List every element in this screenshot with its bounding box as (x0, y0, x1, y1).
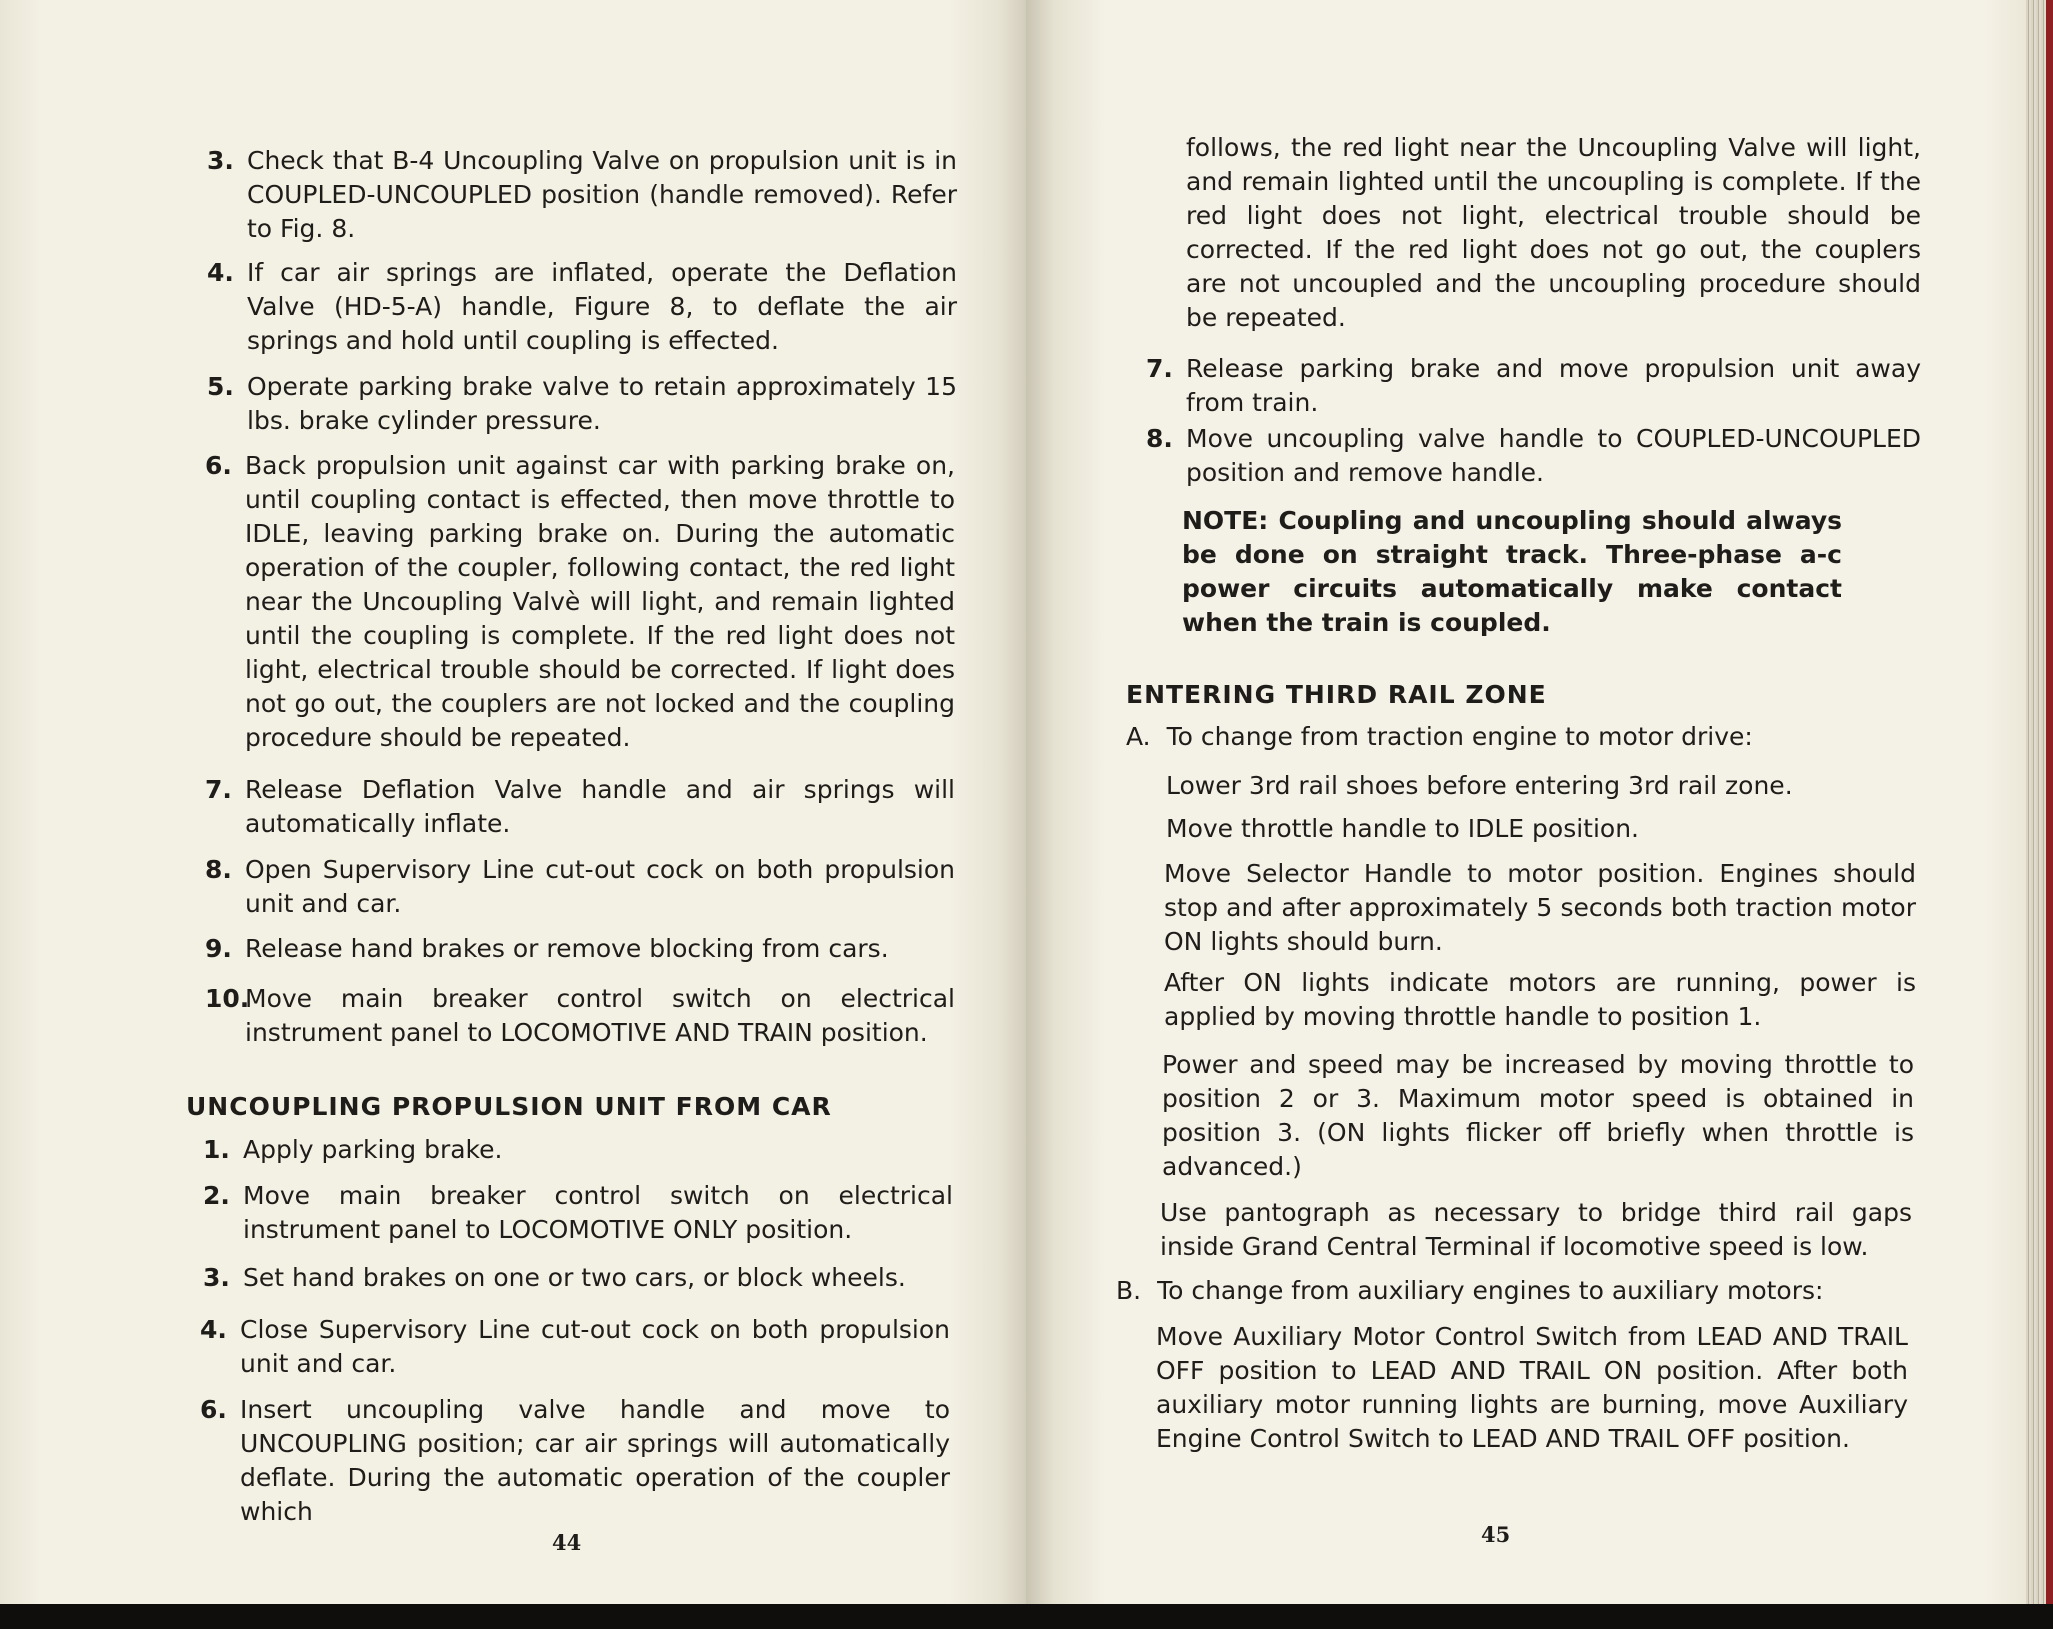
list-item (207, 370, 957, 438)
continuation-text: follows, the red light near the Uncoupling Valve will light, and remain lighted until the uncoupling is complete. If the red light does not light, electrical trouble should be corrected. If the red light does not go out, the couplers are not uncoupled and the uncoupling procedure should be repeated. (1186, 133, 1921, 332)
item-text: Apply parking brake. (243, 1135, 503, 1164)
item-text: Open Supervisory Line cut-out cock on both propulsion unit and car. (245, 855, 955, 918)
left-page (0, 0, 1026, 1618)
list-item (200, 1393, 950, 1529)
section-b-title (1116, 1274, 1926, 1308)
page-edges (2026, 0, 2053, 1618)
item-text: Move main breaker control switch on electrical instrument panel to LOCOMOTIVE ONLY position. (243, 1181, 953, 1244)
page-number: 44 (552, 1530, 582, 1555)
section-a-label: A. (1126, 722, 1151, 751)
item-number: 6. (205, 451, 232, 480)
item-text: Back propulsion unit against car with parking brake on, until coupling contact is effected, then move throttle to IDLE, leaving parking brake on. During the automatic operation of the coupler, following contact, the red light near the Uncoupling Valvè will light, and remain lighted until the coupling is complete. If the red light does not light, electrical trouble should be corrected. If light does not go out, the couplers are not locked and the coupling procedure should be repeated. (245, 451, 955, 752)
item-text: Release parking brake and move propulsion unit away from train. (1186, 354, 1921, 417)
item-text: Check that B-4 Uncoupling Valve on propulsion unit is in COUPLED-UNCOUPLED position (handle removed). Refer to Fig. 8. (247, 146, 957, 243)
right-page (1026, 0, 2026, 1618)
list-item (203, 1261, 953, 1295)
section-heading: UNCOUPLING PROPULSION UNIT FROM CAR (186, 1092, 832, 1121)
item-text: If car air springs are inflated, operate the Deflation Valve (HD-5-A) handle, Figure 8, to deflate the air springs and hold until coupling is effected. (247, 258, 957, 355)
item-number: 8. (1146, 424, 1173, 453)
item-text: Close Supervisory Line cut-out cock on both propulsion unit and car. (240, 1315, 950, 1378)
section-heading: ENTERING THIRD RAIL ZONE (1126, 680, 1547, 709)
item-number: 10. (205, 984, 250, 1013)
section-a-paragraph: Lower 3rd rail shoes before entering 3rd rail zone. (1166, 771, 1793, 800)
list-item (1146, 422, 1921, 490)
item-text: Insert uncoupling valve handle and move to UNCOUPLING position; car air springs will automatically deflate. During the automatic operation of the coupler which (240, 1395, 950, 1526)
list-item (203, 1133, 953, 1167)
item-text: Release hand brakes or remove blocking from cars. (245, 934, 889, 963)
item-number: 2. (203, 1181, 230, 1210)
item-number: 4. (200, 1315, 227, 1344)
item-text: Move uncoupling valve handle to COUPLED-UNCOUPLED position and remove handle. (1186, 424, 1921, 487)
item-number: 9. (205, 934, 232, 963)
item-text: Release Deflation Valve handle and air springs will automatically inflate. (245, 775, 955, 838)
section-a-heading: To change from traction engine to motor drive: (1166, 722, 1753, 751)
item-number: 6. (200, 1395, 227, 1424)
section-a-paragraph: Move throttle handle to IDLE position. (1166, 814, 1639, 843)
item-number: 3. (207, 146, 234, 175)
list-item (205, 853, 955, 921)
item-number: 3. (203, 1263, 230, 1292)
item-text: Operate parking brake valve to retain approximately 15 lbs. brake cylinder pressure. (247, 372, 957, 435)
item-text: Set hand brakes on one or two cars, or block wheels. (243, 1263, 906, 1292)
list-item (205, 982, 955, 1050)
item-number: 1. (203, 1135, 230, 1164)
item-text: Move main breaker control switch on electrical instrument panel to LOCOMOTIVE AND TRAIN position. (245, 984, 955, 1047)
section-a-paragraph: Power and speed may be increased by moving throttle to position 2 or 3. Maximum motor speed is obtained in position 3. (ON lights flicker off briefly when throttle is advanced.) (1162, 1050, 1914, 1181)
item-number: 5. (207, 372, 234, 401)
item-number: 4. (207, 258, 234, 287)
list-item (203, 1179, 953, 1247)
section-a-paragraph: After ON lights indicate motors are running, power is applied by moving throttle handle to position 1. (1164, 968, 1916, 1031)
list-item (205, 449, 955, 755)
section-b-paragraph: Move Auxiliary Motor Control Switch from LEAD AND TRAIL OFF position to LEAD AND TRAIL ON position. After both auxiliary motor running lights are burning, move Auxiliary Engine Control Switch to LEAD AND TRAIL OFF position. (1156, 1322, 1908, 1453)
list-item (1146, 352, 1921, 420)
section-a-paragraph: Move Selector Handle to motor position. Engines should stop and after approximately 5 seconds both traction motor ON lights should burn. (1164, 859, 1916, 956)
section-a-paragraph: Use pantograph as necessary to bridge third rail gaps inside Grand Central Terminal if locomotive speed is low. (1160, 1198, 1912, 1261)
note-text: NOTE: Coupling and uncoupling should always be done on straight track. Three-phase a-c power circuits automatically make contact when the train is coupled. (1182, 506, 1842, 637)
list-item (205, 773, 955, 841)
item-number: 7. (1146, 354, 1173, 383)
section-b-heading: To change from auxiliary engines to auxiliary motors: (1157, 1276, 1824, 1305)
list-item (200, 1313, 950, 1381)
section-a-title (1126, 720, 1926, 754)
page-number: 45 (1481, 1522, 1511, 1547)
section-b-label: B. (1116, 1276, 1142, 1305)
list-item (207, 144, 957, 246)
list-item (207, 256, 957, 358)
item-number: 8. (205, 855, 232, 884)
bottom-shadow (0, 1604, 2053, 1629)
item-number: 7. (205, 775, 232, 804)
list-item (205, 932, 955, 966)
